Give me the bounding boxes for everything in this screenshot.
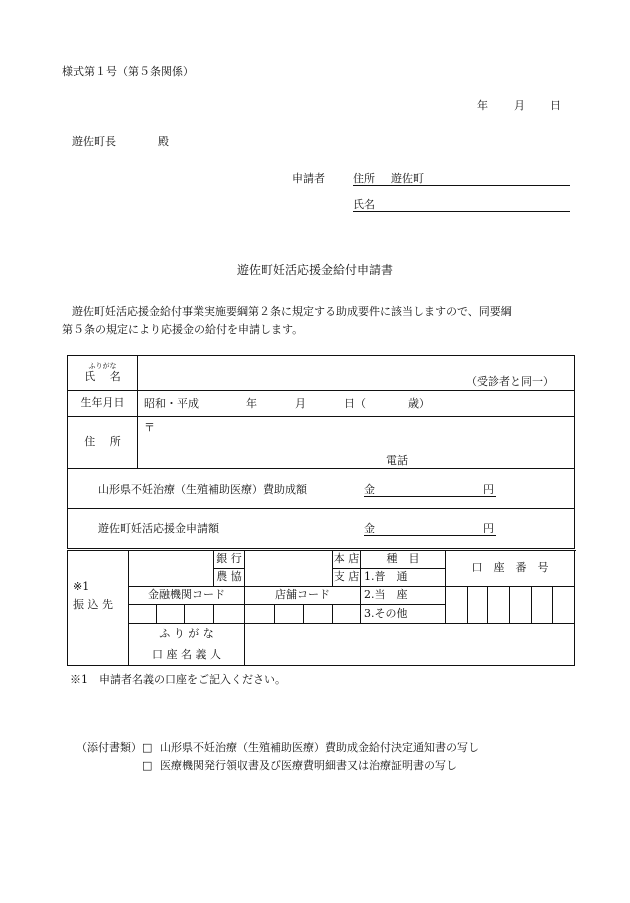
transfer-label: 振 込 先 (73, 598, 113, 611)
account-number-label: 口 座 番 号 (446, 551, 575, 587)
birth-label: 生年月日 (68, 391, 138, 417)
subsidy-amount-row[interactable] (68, 469, 575, 509)
attachments-label: （添付書類） (76, 741, 142, 754)
bank-code-box[interactable] (157, 605, 185, 624)
address-label: 住 所 (68, 417, 138, 469)
account-holder-furigana: ふ り が な (159, 627, 214, 641)
applicant-name-label: 氏名 (353, 198, 375, 211)
account-number-box[interactable] (468, 587, 488, 624)
branch-code-label: 店舗コード (245, 587, 361, 605)
bank-name-input[interactable] (129, 551, 214, 587)
birth-month-label: 月 (295, 397, 306, 410)
account-number-box[interactable] (446, 587, 468, 624)
account-number-box[interactable] (510, 587, 532, 624)
applicant-address-label: 住所 (353, 172, 375, 185)
bank-code-box[interactable] (129, 605, 157, 624)
applicant-address-field[interactable] (353, 185, 570, 186)
form-number: 様式第１号（第５条関係） (62, 65, 194, 78)
account-type-ordinary[interactable]: 1.普 通 (361, 569, 446, 587)
birth-year-label: 年 (246, 397, 257, 410)
applicant-address-value: 遊佐町 (391, 172, 424, 185)
transfer-table (67, 550, 575, 666)
name-label: 氏 名 (84, 369, 121, 383)
account-holder-label-cell (129, 624, 245, 666)
name-label-cell (68, 356, 138, 391)
name-input-cell[interactable] (138, 356, 575, 391)
birth-day-label: 日（ (344, 397, 366, 410)
head-office-option[interactable]: 本 店 (333, 551, 361, 569)
branch-code-box[interactable] (304, 605, 333, 624)
personal-info-table (67, 355, 575, 549)
subsidy-yen-prefix: 金 (364, 483, 375, 496)
bank-code-box[interactable] (214, 605, 245, 624)
date-month-label: 月 (514, 99, 525, 112)
applicant-label: 申請者 (292, 172, 325, 185)
branch-code-box[interactable] (245, 605, 275, 624)
footnote: ※1 申請者名義の口座をご記入ください。 (70, 673, 286, 686)
era-options: 昭和・平成 (144, 397, 199, 410)
applicant-name-field[interactable] (353, 211, 570, 212)
date-day-label: 日 (550, 99, 561, 112)
address-input-cell[interactable] (138, 417, 575, 469)
account-type-label: 種 目 (361, 551, 446, 569)
bank-code-label: 金融機関コード (129, 587, 245, 605)
subsidy-yen-suffix: 円 (483, 483, 494, 496)
attachment-checkbox-2[interactable]: □ (142, 759, 153, 772)
agri-option[interactable]: 農 協 (214, 569, 245, 587)
transfer-note-mark: ※1 (73, 580, 90, 593)
attachment-checkbox-1[interactable]: □ (142, 741, 153, 754)
honorific: 殿 (158, 135, 169, 148)
account-type-other[interactable]: 3.その他 (361, 605, 446, 624)
same-as-patient-note: （受診者と同一） (466, 375, 554, 388)
branch-option[interactable]: 支 店 (333, 569, 361, 587)
postal-mark: 〒 (144, 421, 155, 434)
account-number-box[interactable] (488, 587, 510, 624)
document-title: 遊佐町妊活応援金給付申請書 (236, 263, 393, 277)
request-label: 遊佐町妊活応援金申請額 (98, 522, 219, 535)
bank-option[interactable]: 銀 行 (214, 551, 245, 569)
furigana-label: ふりがな (88, 362, 117, 371)
request-amount-row[interactable] (68, 509, 575, 549)
account-number-box[interactable] (532, 587, 553, 624)
account-holder-label: 口 座 名 義 人 (152, 647, 221, 661)
attachment-item-1: 山形県不妊治療（生殖補助医療）費助成金給付決定通知書の写し (160, 741, 479, 754)
branch-name-input[interactable] (245, 551, 333, 587)
request-amount-underline (364, 535, 496, 536)
account-type-current[interactable]: 2.当 座 (361, 587, 446, 605)
date-year-label: 年 (477, 99, 488, 112)
body-line-1: 遊佐町妊活応援金給付事業実施要綱第２条に規定する助成要件に該当しますので、同要綱 (72, 305, 512, 318)
branch-code-box[interactable] (275, 605, 304, 624)
bank-code-box[interactable] (185, 605, 214, 624)
transfer-label-cell (68, 551, 129, 666)
subsidy-amount-underline (364, 496, 496, 497)
phone-label: 電話 (386, 454, 408, 467)
request-yen-suffix: 円 (483, 522, 494, 535)
birth-input-cell[interactable] (138, 391, 575, 417)
account-holder-input[interactable] (245, 624, 575, 666)
age-label: 歳） (408, 397, 430, 410)
account-number-box[interactable] (553, 587, 575, 624)
addressee: 遊佐町長 (72, 135, 116, 148)
body-line-2: 第５条の規定により応援金の給付を申請します。 (62, 323, 304, 336)
branch-code-box[interactable] (333, 605, 361, 624)
subsidy-label: 山形県不妊治療（生殖補助医療）費助成額 (98, 483, 307, 496)
request-yen-prefix: 金 (364, 522, 375, 535)
attachment-item-2: 医療機関発行領収書及び医療費明細書又は治療証明書の写し (160, 759, 457, 772)
